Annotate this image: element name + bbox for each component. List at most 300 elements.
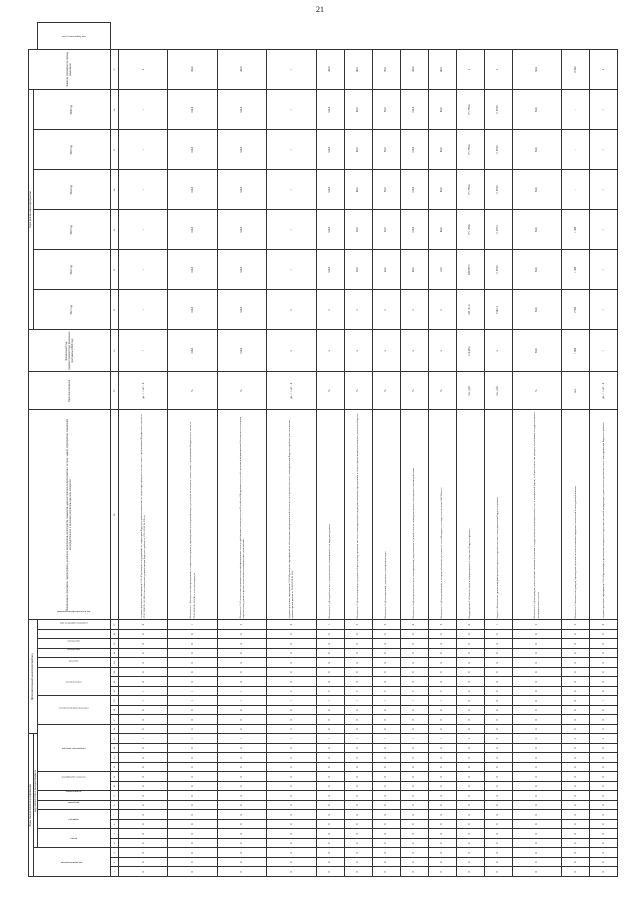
column-number-cell: 27 xyxy=(110,620,118,630)
column-number-cell: 1 xyxy=(110,867,118,877)
code-cell: 0 xyxy=(561,629,589,639)
year-value-cell: - xyxy=(561,170,589,210)
code-cell: 0 xyxy=(428,858,456,868)
code-col-header xyxy=(37,696,110,725)
column-number-cell: 3 xyxy=(110,848,118,858)
year-header-4: 2024 год xyxy=(33,170,110,210)
code-cell: 0 xyxy=(400,772,428,782)
code-cell: 0 xyxy=(316,705,344,715)
year-header-5: 2025 год xyxy=(33,130,110,170)
code-cell: 0 xyxy=(589,744,617,754)
code-cell: 0 xyxy=(561,763,589,773)
code-cell: 0 xyxy=(267,715,316,725)
year-value-cell: 100,0 xyxy=(217,130,266,170)
code-cell: 0 xyxy=(456,658,484,668)
code-cell: 0 xyxy=(217,724,266,734)
baseline-cell: 1 000 xyxy=(561,330,589,372)
baseline-cell: 50,6 xyxy=(512,330,561,372)
unit-cell: тыс. руб. xyxy=(456,372,484,410)
year-value-cell: 100,0 xyxy=(168,250,217,290)
table-body xyxy=(118,23,617,877)
baseline-cell: х xyxy=(267,330,316,372)
code-cell: 0 xyxy=(372,848,400,858)
code-cell: 0 xyxy=(456,696,484,706)
code-cell: 0 xyxy=(168,715,217,725)
code-cell: 0 xyxy=(316,639,344,649)
code-cell: 0 xyxy=(316,677,344,687)
code-col-label: реквизиты правового акта xyxy=(60,622,88,626)
year-value-cell: 1 xyxy=(267,210,316,250)
code-cell: 0 xyxy=(484,629,512,639)
code-cell: 0 xyxy=(372,667,400,677)
code-cell: 0 xyxy=(344,848,372,858)
row-name-cell: Показатель 1 «Доля рабочих мест, подключенных к защищенной сети передачи данных» xyxy=(316,410,344,620)
code-cell: 0 xyxy=(344,820,372,830)
code-cell: 2 xyxy=(428,686,456,696)
code-cell: 3 xyxy=(372,620,400,630)
column-number-cell: 34 xyxy=(110,170,118,210)
year-value-cell: 50,6 xyxy=(512,210,561,250)
year-value-cell: 7 200 xyxy=(561,290,589,330)
unit-cell: да – 1 / нет – 0 xyxy=(589,372,617,410)
unit-cell: % xyxy=(168,372,217,410)
row-name-cell: Административное мероприятие 3.01 «Организация и размещение материалов в средствах массовой информации о деятельности органов местного самоуправления Бердского района» xyxy=(589,410,617,620)
code-cell: 1 xyxy=(267,734,316,744)
code-cell: 0 xyxy=(217,639,266,649)
code-cell: 0 xyxy=(217,648,266,658)
code-cell: 0 xyxy=(168,810,217,820)
code-cell: 0 xyxy=(217,801,266,811)
code-cell: 0 xyxy=(561,867,589,877)
code-cell: 0 xyxy=(512,677,561,687)
year-header-3: 2023 год xyxy=(33,210,110,250)
code-cell: 0 xyxy=(400,791,428,801)
year-value-cell: 100,0 xyxy=(316,170,344,210)
code-cell: 1 xyxy=(400,734,428,744)
code-cell: 0 xyxy=(512,867,561,877)
code-cell: 0 xyxy=(561,782,589,792)
code-cell: 0 xyxy=(512,648,561,658)
baseline-cell: х xyxy=(400,330,428,372)
code-cell: 0 xyxy=(456,867,484,877)
code-cell: 1 xyxy=(267,696,316,706)
year-value-cell: 11 974,9 xyxy=(484,90,512,130)
code-cell: 0 xyxy=(428,744,456,754)
code-cell: 0 xyxy=(372,820,400,830)
code-cell: 0 xyxy=(561,715,589,725)
code-cell: 0 xyxy=(372,791,400,801)
code-cell: 0 xyxy=(372,782,400,792)
code-cell: 0 xyxy=(561,820,589,830)
code-cell: 0 xyxy=(561,696,589,706)
year-value-cell: 100,0 xyxy=(168,290,217,330)
table-row xyxy=(267,23,316,877)
year-value-cell: 70,0 xyxy=(372,170,400,210)
code-cell: 0 xyxy=(428,629,456,639)
code-cell: 0 xyxy=(589,677,617,687)
code-cell: 0 xyxy=(561,848,589,858)
code-cell: 0 xyxy=(168,791,217,801)
code-cell: 0 xyxy=(118,677,167,687)
baseline-cell: 1 xyxy=(589,330,617,372)
code-cell: 2 xyxy=(372,686,400,696)
code-cell: 0 xyxy=(512,801,561,811)
code-cell: 2 xyxy=(512,734,561,744)
row-name-cell: Показатель 3 «Доля заявлений, поданных в электронном виде» xyxy=(372,410,400,620)
code-cell: 0 xyxy=(400,715,428,725)
code-cell: 0 xyxy=(456,858,484,868)
row-name-cell: Показатель 1 «Количество информационных и социальных сервисов, переведенных в электронный вид и доступных населению в соответствии с требованиями Федерального закона от 27.07.2010 № 210-ФЗ в отчетном периоде» xyxy=(168,410,217,620)
code-cell: 0 xyxy=(512,829,561,839)
code-cell: 0 xyxy=(428,791,456,801)
year-header-2: 2022 год xyxy=(33,250,110,290)
column-number-cell: 18 xyxy=(110,705,118,715)
total-cell: 80,0 xyxy=(344,49,372,90)
year-value-cell: 1 xyxy=(589,130,617,170)
code-cell: 0 xyxy=(484,810,512,820)
code-col-header xyxy=(37,810,110,829)
code-cell: 0 xyxy=(589,658,617,668)
code-cell: 0 xyxy=(217,763,266,773)
code-cell: 0 xyxy=(372,715,400,725)
year-value-cell: х xyxy=(400,290,428,330)
code-cell: 0 xyxy=(267,629,316,639)
year-value-cell: 11 275,5 xyxy=(484,210,512,250)
code-cell: 0 xyxy=(372,810,400,820)
unit-cell: да – 1 / нет – 0 xyxy=(118,372,167,410)
year-value-cell: 11 974,9 xyxy=(484,170,512,210)
code-cell: 0 xyxy=(484,867,512,877)
year-value-cell: 100,0 xyxy=(217,250,266,290)
code-cell: 1 xyxy=(428,696,456,706)
code-cell: 0 xyxy=(267,753,316,763)
column-number-cell: 19 xyxy=(110,696,118,706)
code-cell: 0 xyxy=(589,867,617,877)
column-number-cell: 33 xyxy=(110,210,118,250)
code-cell: 1 xyxy=(168,734,217,744)
code-cell: 0 xyxy=(561,810,589,820)
code-cell: 0 xyxy=(372,705,400,715)
code-cell: 0 xyxy=(400,658,428,668)
code-cell: 2 xyxy=(456,734,484,744)
code-cell: 0 xyxy=(344,629,372,639)
code-cell: 0 xyxy=(561,724,589,734)
column-number-cell: 6 xyxy=(110,820,118,830)
year-value-cell: 171 770,0 xyxy=(456,90,484,130)
year-value-cell: 9 001,2 xyxy=(484,290,512,330)
year-value-cell: 1 300 xyxy=(561,210,589,250)
code-cell: 0 xyxy=(168,753,217,763)
code-cell: 0 xyxy=(589,791,617,801)
code-cell: 0 xyxy=(428,763,456,773)
code-cell: 0 xyxy=(484,715,512,725)
column-number-cell: 7 xyxy=(110,810,118,820)
year-value-cell: 100,0 xyxy=(168,210,217,250)
code-cell: 0 xyxy=(118,667,167,677)
code-cell: 2 xyxy=(561,734,589,744)
code-cell: 1 xyxy=(168,696,217,706)
code-cell: 0 xyxy=(561,772,589,782)
code-cell: 0 xyxy=(267,620,316,630)
code-cell: 0 xyxy=(316,839,344,849)
code-cell: 0 xyxy=(484,744,512,754)
code-cell: 0 xyxy=(316,648,344,658)
table-row xyxy=(512,23,561,877)
column-number-cell: 24 xyxy=(110,648,118,658)
code-col-header xyxy=(37,801,110,811)
code-cell: 0 xyxy=(428,867,456,877)
code-cell: 0 xyxy=(118,810,167,820)
column-number-cell: 4 xyxy=(110,839,118,849)
code-cell: 0 xyxy=(217,858,266,868)
code-cell: 0 xyxy=(118,629,167,639)
code-cell: 0 xyxy=(217,782,266,792)
row-name-cell: Показатель 2 «Соответствие муниципальных информационных систем требованиям законодательства Российской Федерации в части обеспечения информационной безопасности и защиты персональных данных в рамках исполнения муниципальных полномочий» xyxy=(217,410,266,620)
code-cell: 0 xyxy=(512,763,561,773)
code-cell: 0 xyxy=(344,753,372,763)
code-cell: 0 xyxy=(400,705,428,715)
code-cell: 0 xyxy=(267,658,316,668)
code-col-label: направление расходов xyxy=(62,746,86,750)
code-cell: 0 xyxy=(217,753,266,763)
target-article-header: код целевой статьи расходов бюджета xyxy=(33,734,37,848)
code-cell: 2 xyxy=(316,686,344,696)
code-cell: 2 xyxy=(589,734,617,744)
code-cell: 0 xyxy=(372,753,400,763)
baseline-cell: 1 xyxy=(118,330,167,372)
column-number-cell: 37 xyxy=(110,49,118,90)
admin-code-label: код администратора xyxy=(61,860,83,864)
year-value-cell: 1 xyxy=(267,130,316,170)
code-cell: 0 xyxy=(456,648,484,658)
code-cell: 0 xyxy=(400,820,428,830)
year-value-cell: 100,0 xyxy=(217,170,266,210)
code-cell: 0 xyxy=(316,801,344,811)
code-cell: 0 xyxy=(372,639,400,649)
year-value-cell: 171 770,0 xyxy=(456,130,484,170)
code-cell: 0 xyxy=(428,801,456,811)
code-cell: 0 xyxy=(316,629,344,639)
code-cell: 0 xyxy=(168,858,217,868)
code-cell: 0 xyxy=(428,705,456,715)
code-cell: 0 xyxy=(372,829,400,839)
column-number-cell: 30 xyxy=(110,330,118,372)
code-col-label: код бюджетного учета xyxy=(62,34,86,38)
analytics-header: Дополнительный аналитический код xyxy=(29,620,38,734)
code-cell: 0 xyxy=(484,848,512,858)
code-cell: 0 xyxy=(217,867,266,877)
code-cell: 0 xyxy=(168,639,217,649)
code-cell: 0 xyxy=(316,820,344,830)
code-cell: 0 xyxy=(344,791,372,801)
code-cell: 0 xyxy=(217,820,266,830)
table-row xyxy=(344,23,372,877)
code-cell: 0 xyxy=(561,744,589,754)
code-cell: 0 xyxy=(217,667,266,677)
code-cell: 0 xyxy=(344,639,372,649)
code-cell: 0 xyxy=(428,639,456,649)
code-cell: 0 xyxy=(267,867,316,877)
code-cell: 0 xyxy=(118,772,167,782)
code-cell: 0 xyxy=(589,839,617,849)
code-cell: 0 xyxy=(512,848,561,858)
code-cell: 0 xyxy=(267,839,316,849)
year-value-cell: 70,0 xyxy=(372,90,400,130)
code-cell: 0 xyxy=(168,829,217,839)
code-cell: 0 xyxy=(118,867,167,877)
year-value-cell: 50,6 xyxy=(512,170,561,210)
row-name-cell: Показатель 1 «Доля граждан, использующих механизм получения государственных и муниципальных услуг в электронной форме, в общем количестве граждан, получивших государственные и муниципальные услуги» xyxy=(512,410,561,620)
code-cell: 0 xyxy=(428,667,456,677)
year-value-cell: 60,0 xyxy=(344,170,372,210)
code-cell: 0 xyxy=(561,858,589,868)
column-number-cell: 13 xyxy=(110,753,118,763)
year-value-cell: 11 974,9 xyxy=(484,130,512,170)
year-value-cell: х xyxy=(316,290,344,330)
code-cell: 0 xyxy=(168,677,217,687)
code-cell: 5 xyxy=(428,620,456,630)
row-name-cell: Подпрограмма 3 «Развитие связи и информационного общества в Бердском районе» xyxy=(456,410,484,620)
code-cell: 0 xyxy=(118,648,167,658)
column-number-cell: 15 xyxy=(110,734,118,744)
year-value-cell: 1 xyxy=(118,90,167,130)
code-cell: 0 xyxy=(400,848,428,858)
code-cell: 0 xyxy=(372,648,400,658)
code-cell: 0 xyxy=(484,667,512,677)
baseline-cell: х xyxy=(484,330,512,372)
code-cell: 0 xyxy=(372,858,400,868)
total-cell: 80,0 xyxy=(428,49,456,90)
row-name-cell: Показатель 2 «Количество граждан, прошедших обучение по использованию цифровых технологий в повседневной жизни» xyxy=(561,410,589,620)
unit-cell: % xyxy=(400,372,428,410)
code-cell: 0 xyxy=(344,677,372,687)
code-cell: 0 xyxy=(589,810,617,820)
code-cell: 0 xyxy=(267,677,316,687)
code-cell: 0 xyxy=(168,820,217,830)
code-cell: 2 xyxy=(400,686,428,696)
code-cell: 0 xyxy=(428,648,456,658)
code-cell: 0 xyxy=(512,839,561,849)
code-cell: 0 xyxy=(428,724,456,734)
table-row xyxy=(428,23,456,877)
code-cell: 0 xyxy=(400,858,428,868)
code-cell: 1 xyxy=(589,696,617,706)
code-cell: 0 xyxy=(512,810,561,820)
code-cell: 0 xyxy=(428,782,456,792)
table-row xyxy=(484,23,512,877)
code-cell: 1 xyxy=(316,734,344,744)
code-cell: 0 xyxy=(344,801,372,811)
code-cell: 0 xyxy=(267,782,316,792)
column-number-cell: 16 xyxy=(110,724,118,734)
year-value-cell: 40,0 xyxy=(400,250,428,290)
code-cell: 0 xyxy=(344,744,372,754)
code-cell: 0 xyxy=(217,848,266,858)
code-cell: 0 xyxy=(267,772,316,782)
year-header-1: 2021 год xyxy=(33,290,110,330)
year-value-cell: 80,0 xyxy=(428,170,456,210)
code-cell: 0 xyxy=(267,801,316,811)
code-cell: 1 xyxy=(372,734,400,744)
year-value-cell: 100,0 xyxy=(400,170,428,210)
code-cell: 0 xyxy=(344,772,372,782)
column-number-cell: 22 xyxy=(110,667,118,677)
code-cell: 0 xyxy=(372,801,400,811)
row-name-cell: Показатель 4 «Доля органов местного самоуправления, подключенных к единой системе межведомственного электронного взаимодействия» xyxy=(400,410,428,620)
code-cell: 0 xyxy=(589,639,617,649)
column-number-cell: 5 xyxy=(110,829,118,839)
column-number-cell: 28 xyxy=(110,410,118,620)
code-cell: 0 xyxy=(217,629,266,639)
code-cell: 1 xyxy=(217,696,266,706)
year-value-cell: 100,0 xyxy=(316,210,344,250)
year-value-cell: 100,0 xyxy=(400,210,428,250)
code-cell: 2 xyxy=(512,620,561,630)
code-cell: 0 xyxy=(512,791,561,801)
baseline-cell: х xyxy=(372,330,400,372)
code-cell: 0 xyxy=(267,848,316,858)
baseline-cell: х xyxy=(428,330,456,372)
code-cell: 0 xyxy=(589,848,617,858)
code-cell: 0 xyxy=(456,782,484,792)
code-cell: 0 xyxy=(118,658,167,668)
code-cell: 1 xyxy=(400,696,428,706)
code-cell: 0 xyxy=(561,686,589,696)
year-value-cell: 50,6 xyxy=(512,290,561,330)
code-cell: 0 xyxy=(428,829,456,839)
code-cell: 0 xyxy=(316,810,344,820)
code-cell: 0 xyxy=(118,620,167,630)
code-cell: 0 xyxy=(316,744,344,754)
code-cell: 0 xyxy=(428,848,456,858)
code-cell: 0 xyxy=(561,801,589,811)
code-cell: 0 xyxy=(372,724,400,734)
code-cell: 0 xyxy=(344,867,372,877)
code-cell: 2 xyxy=(344,686,372,696)
code-cell: 0 xyxy=(400,801,428,811)
code-cell: 0 xyxy=(428,810,456,820)
year-value-cell: 1 xyxy=(589,90,617,130)
code-col-header xyxy=(37,724,110,772)
code-cell: 0 xyxy=(484,753,512,763)
code-cell: 0 xyxy=(484,677,512,687)
code-cell: 0 xyxy=(372,772,400,782)
code-cell: 0 xyxy=(168,658,217,668)
code-cell: 0 xyxy=(118,753,167,763)
year-value-cell: 100,0 xyxy=(168,170,217,210)
code-cell: 0 xyxy=(372,839,400,849)
code-cell: 1 xyxy=(344,734,372,744)
code-cell: 0 xyxy=(118,820,167,830)
column-number-cell: 21 xyxy=(110,677,118,687)
code-cell: 0 xyxy=(456,801,484,811)
row-name-cell: Показатель 5 «Доля организаций, в которых обеспечена доступность сети «Интернет» со скоростью не менее 100 Мбит/с» xyxy=(428,410,456,620)
code-cell: 0 xyxy=(589,820,617,830)
code-cell: 0 xyxy=(400,839,428,849)
code-cell: 0 xyxy=(456,639,484,649)
code-cell: 2 xyxy=(217,620,266,630)
code-cell: 0 xyxy=(168,667,217,677)
code-cell: 0 xyxy=(344,810,372,820)
code-cell: 0 xyxy=(589,763,617,773)
unit-cell: % xyxy=(344,372,372,410)
code-cell: 0 xyxy=(589,648,617,658)
column-number-cell: 29 xyxy=(110,372,118,410)
code-cell: 0 xyxy=(217,658,266,668)
code-col-label: код объекта xyxy=(67,639,81,643)
code-cell: 0 xyxy=(168,705,217,715)
year-value-cell: 171 770,0 xyxy=(456,170,484,210)
